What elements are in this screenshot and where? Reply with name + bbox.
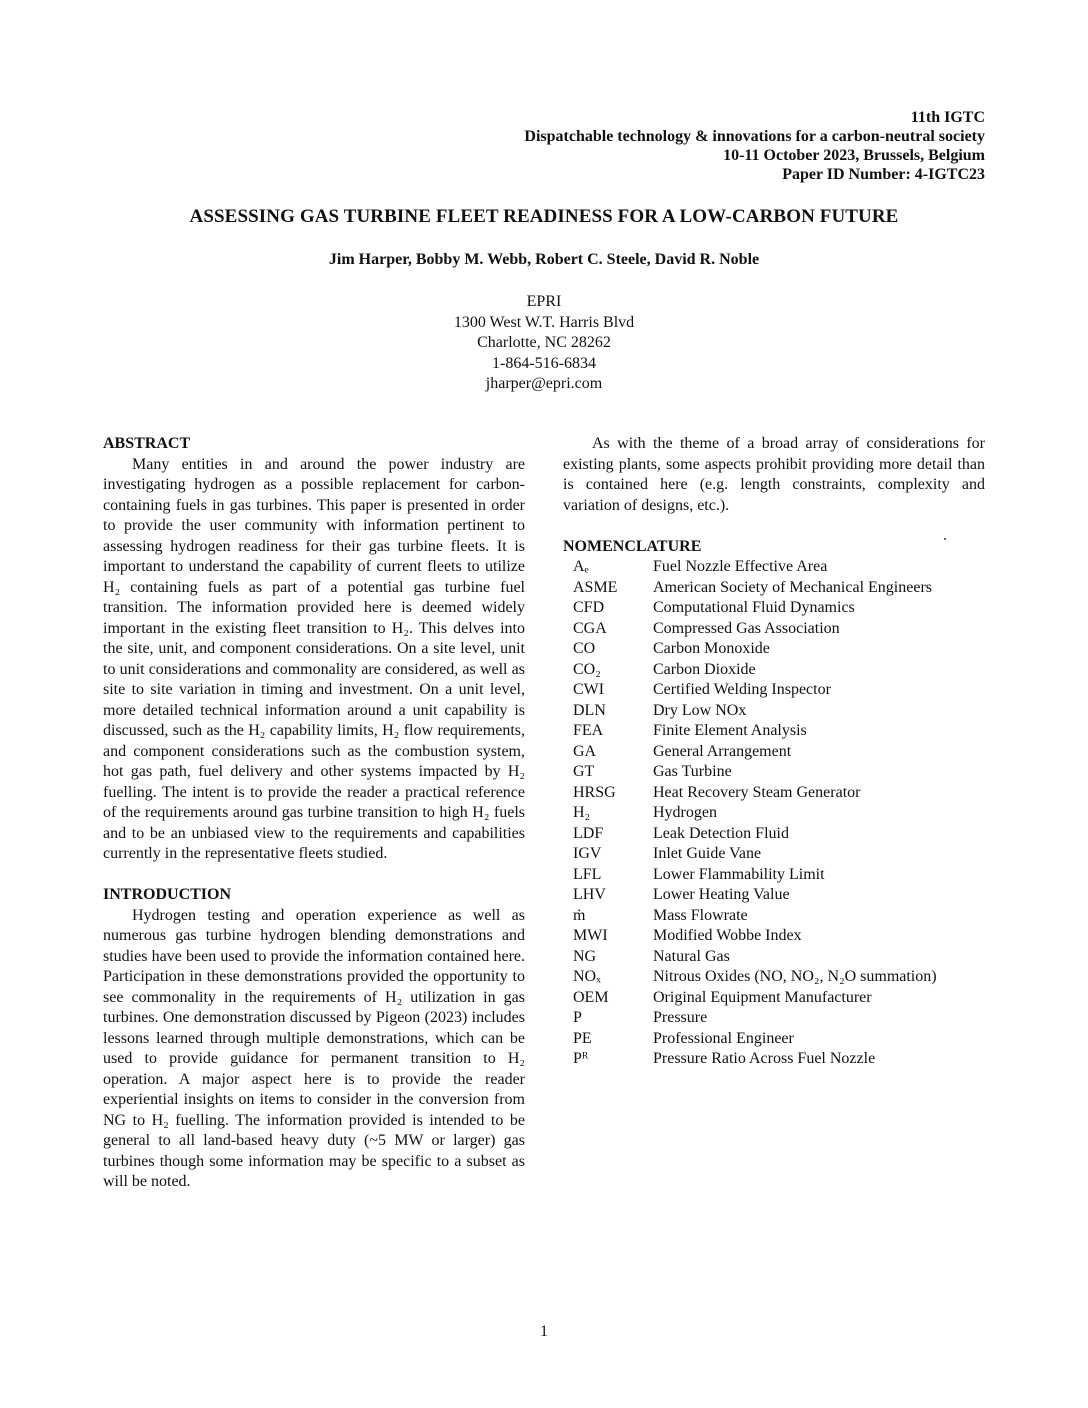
nomenclature-definition: Dry Low NOx [653, 701, 747, 719]
right-column [563, 434, 985, 1070]
nomenclature-abbr: NG [573, 947, 597, 965]
nomenclature-definition: Modified Wobbe Index [653, 927, 802, 944]
nomenclature-row [563, 701, 937, 722]
nomenclature-row [563, 865, 937, 886]
nomenclature-definition: Heat Recovery Steam Generator [653, 783, 861, 801]
nomenclature-row [563, 721, 937, 742]
paper-authors: Jim Harper, Bobby M. Webb, Robert C. Steele, David R. Noble [328, 251, 760, 268]
conference-theme: Dispatchable technology & innovations for a carbon-neutral society [524, 128, 985, 145]
nomenclature-abbr: P [573, 1009, 582, 1026]
nomenclature-definition: Original Equipment Manufacturer [653, 988, 872, 1006]
nomenclature-abbr: HRSG [573, 783, 616, 801]
nomenclature-row [563, 1029, 937, 1050]
left-column [103, 434, 525, 1193]
nomenclature-abbr: PE [573, 1029, 592, 1047]
nomenclature-definition: Finite Element Analysis [653, 722, 807, 739]
nomenclature-abbr: DLN [573, 701, 606, 719]
stray-mark [944, 538, 946, 540]
nomenclature-definition: Professional Engineer [653, 1029, 794, 1047]
nomenclature-definition: Gas Turbine [653, 763, 732, 780]
nomenclature-row [563, 926, 937, 947]
nomenclature-abbr: Aₑ [573, 558, 589, 575]
introduction-heading: INTRODUCTION [103, 886, 232, 903]
nomenclature-row [563, 619, 937, 640]
nomenclature-abbr: FEA [573, 722, 604, 739]
nomenclature-abbr: GT [573, 763, 595, 780]
abstract-text: Many entities in and around the power industry are investigating hydrogen as a possible replacement for carbon-containing fuels in gas turbines. This paper is presented in order to provide the user community with information pertinent to assessing hydrogen readiness for their gas turbine fleets. It is important to understand the capability of current fleets to utilize H₂ containing fuels as part of a potential gas turbine fuel transition. The information provided here is deemed widely important in the existing fleet transition to H₂. This delves into the site, unit, and component considerations. On a site level, unit to unit considerations and commonality are considered, as well as site to site variation in timing and investment. On a unit level, more detailed technical information around a unit capability is discussed, such as the H₂ capability limits, H₂ flow requirements, and component considerations such as the combustion system, hot gas path, fuel delivery and other systems impacted by H₂ fuelling. The intent is to provide the reader a practical reference of the requirements around gas turbine transition to high H₂ fuels and to be an unbiased view to the requirements and capabilities currently in the representative fleets studied. [103, 455, 525, 862]
nomenclature-row [563, 885, 937, 906]
nomenclature-abbr: CWI [573, 681, 605, 698]
nomenclature-row [563, 557, 937, 578]
nomenclature-abbr: LHV [573, 886, 606, 903]
nomenclature-definition: Nitrous Oxides (NO, NO₂, N₂O summation) [653, 968, 937, 985]
nomenclature-definition: Compressed Gas Association [653, 619, 840, 637]
paper-title: ASSESSING GAS TURBINE FLEET READINESS FOR A LOW-CARBON FUTURE [189, 206, 899, 227]
nomenclature-abbr: MWI [573, 927, 608, 944]
nomenclature-abbr: GA [573, 742, 597, 760]
nomenclature-abbr: H₂ [573, 804, 591, 821]
page-number: 1 [540, 1323, 548, 1340]
nomenclature-abbr: NOₓ [573, 968, 601, 985]
nomenclature-abbr: CO₂ [573, 660, 601, 678]
introduction-text: Hydrogen testing and operation experience as well as numerous gas turbine hydrogen blending demonstrations and studies have been used to provide the information contained here. Participation in these demonstrations provided the opportunity to see commonality in the requirements of H₂ utilization in gas turbines. One demonstration discussed by Pigeon (2023) includes lessons learned through multiple demonstrations, which can be used to provide guidance for permanent transition to H₂ operation. A major aspect here is to provide the reader experiential insights on items to consider in the conversion from NG to H₂ fuelling. The information provided is intended to be general to all land-based heavy duty (~5 MW or larger) gas turbines though some information may be specific to a subset as will be noted. [103, 906, 525, 1190]
nomenclature-definition: Pressure Ratio Across Fuel Nozzle [653, 1050, 876, 1067]
affiliation-phone: 1-864-516-6834 [492, 354, 596, 372]
nomenclature-abbr: CO [573, 640, 596, 657]
nomenclature-definition: Inlet Guide Vane [653, 845, 762, 862]
nomenclature-definition: Leak Detection Fluid [653, 824, 789, 842]
nomenclature-definition: Computational Fluid Dynamics [653, 599, 855, 616]
affiliation-email: jharper@epri.com [485, 375, 603, 392]
nomenclature-row [563, 639, 937, 660]
nomenclature-row [563, 742, 937, 763]
nomenclature-definition: Lower Heating Value [653, 886, 790, 903]
nomenclature-definition: Hydrogen [653, 804, 717, 821]
nomenclature-row [563, 947, 937, 968]
nomenclature-definition: Carbon Monoxide [653, 640, 770, 657]
conference-date-location: 10-11 October 2023, Brussels, Belgium [723, 147, 985, 164]
nomenclature-row [563, 680, 937, 701]
nomenclature-row [563, 824, 937, 845]
nomenclature-definition: Mass Flowrate [653, 906, 748, 924]
nomenclature-row [563, 660, 937, 681]
affiliation-org: EPRI [526, 293, 562, 310]
nomenclature-definition: American Society of Mechanical Engineers [653, 578, 932, 596]
nomenclature-row [563, 988, 937, 1009]
nomenclature-abbr: IGV [573, 845, 602, 862]
nomenclature-abbr: CGA [573, 619, 607, 637]
nomenclature-abbr: Pᴿ [573, 1050, 589, 1067]
right-intro-text: As with the theme of a broad array of considerations for existing plants, some aspects prohibit providing more detail than is contained here (e.g. length constraints, complexity and variation of designs, etc.). [563, 435, 985, 514]
nomenclature-abbr: CFD [573, 599, 605, 616]
nomenclature-definition: Carbon Dioxide [653, 660, 756, 678]
nomenclature-definition: Certified Welding Inspector [653, 681, 831, 698]
nomenclature-row [563, 844, 937, 865]
nomenclature-definition: Lower Flammability Limit [653, 865, 825, 883]
abstract-heading: ABSTRACT [103, 435, 191, 452]
nomenclature-abbr: ṁ [573, 906, 586, 924]
nomenclature-definition: Fuel Nozzle Effective Area [653, 558, 828, 575]
nomenclature-heading: NOMENCLATURE [563, 537, 702, 555]
nomenclature-row [563, 1008, 937, 1029]
nomenclature-abbr: LDF [573, 824, 604, 842]
conference-name: 11th IGTC [910, 109, 985, 126]
affiliation-block [0, 292, 1088, 395]
affiliation-city: Charlotte, NC 28262 [477, 334, 611, 351]
nomenclature-row [563, 906, 937, 927]
nomenclature-definition: Natural Gas [653, 947, 730, 965]
affiliation-street: 1300 West W.T. Harris Blvd [453, 313, 635, 331]
nomenclature-table [563, 557, 937, 1070]
nomenclature-row [563, 783, 937, 804]
nomenclature-definition: General Arrangement [653, 742, 792, 760]
nomenclature-row [563, 1049, 937, 1070]
paper-id: Paper ID Number: 4-IGTC23 [782, 166, 985, 183]
nomenclature-row [563, 803, 937, 824]
conference-header [524, 108, 985, 184]
nomenclature-row [563, 578, 937, 599]
nomenclature-row [563, 598, 937, 619]
nomenclature-row [563, 762, 937, 783]
nomenclature-abbr: OEM [573, 988, 609, 1006]
nomenclature-definition: Pressure [653, 1009, 708, 1026]
nomenclature-abbr: LFL [573, 865, 602, 883]
nomenclature-abbr: ASME [573, 578, 618, 596]
nomenclature-row [563, 967, 937, 988]
